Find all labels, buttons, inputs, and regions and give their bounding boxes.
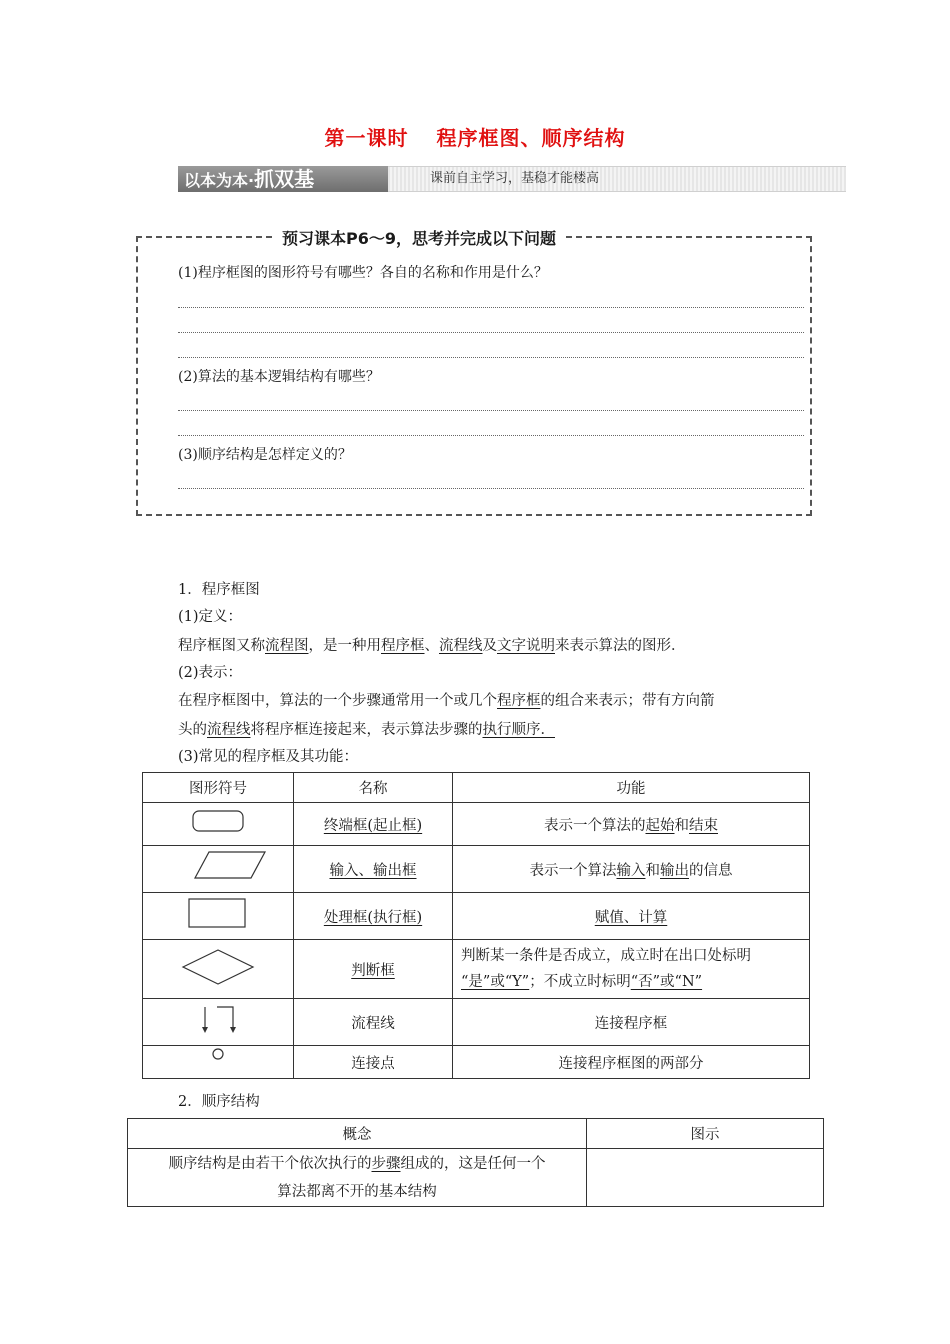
concept-text: 顺序结构是由若干个依次执行的步骤组成的，这是任何一个 算法都离不开的基本结构 xyxy=(128,1149,587,1207)
table-row xyxy=(143,1046,810,1079)
page-title xyxy=(0,122,950,151)
banner-strip xyxy=(388,166,846,192)
header-diagram: 图示 xyxy=(587,1119,824,1149)
title-part2: 程序框图、顺序结构 xyxy=(436,126,626,150)
question-1: (1)程序框图的图形符号有哪些？各自的名称和作用是什么？ xyxy=(178,265,548,281)
flowchart-symbols-table xyxy=(142,772,810,1079)
table-row xyxy=(143,846,810,893)
preview-heading: 预习课本P6～9，思考并完成以下问题 xyxy=(272,226,566,249)
io-name: 输入、输出框 xyxy=(329,862,417,879)
io-function: 表示一个算法输入和输出的信息 xyxy=(453,846,810,893)
banner-label: 以本为本·抓双基 xyxy=(178,166,388,192)
answer-line xyxy=(178,435,804,436)
representation-text-line2: 头的流程线将程序框连接起来，表示算法步骤的执行顺序． xyxy=(178,722,555,738)
common-boxes-label: (3)常见的程序框及其功能： xyxy=(178,749,359,765)
io-symbol-icon xyxy=(143,846,294,893)
connector-name: 连接点 xyxy=(294,1046,453,1079)
diagram-cell xyxy=(587,1149,824,1207)
connector-function: 连接程序框图的两部分 xyxy=(453,1046,810,1079)
table-row xyxy=(143,999,810,1046)
answer-line xyxy=(178,357,804,358)
table-row xyxy=(143,803,810,846)
representation-label: (2)表示： xyxy=(178,665,243,681)
answer-line xyxy=(178,307,804,308)
definition-text: 程序框图又称流程图，是一种用程序框、流程线及文字说明来表示算法的图形． xyxy=(178,638,686,654)
connector-symbol-icon xyxy=(143,1046,294,1079)
terminal-function: 表示一个算法的起始和结束 xyxy=(453,803,810,846)
header-function: 功能 xyxy=(453,773,810,803)
question-3: (3)顺序结构是怎样定义的？ xyxy=(178,447,352,463)
table-row xyxy=(128,1149,824,1207)
title-part1: 第一课时 xyxy=(324,126,409,150)
section-banner xyxy=(178,166,846,192)
answer-line xyxy=(178,488,804,489)
terminal-name: 终端框(起止框) xyxy=(323,817,423,834)
representation-text-line1: 在程序框图中，算法的一个步骤通常用一个或几个程序框的组合来表示；带有方向箭 xyxy=(178,693,715,709)
decision-function: 判断某一条件是否成立，成立时在出口处标明 “是”或“Y”；不成立时标明“否”或“N” xyxy=(453,940,810,999)
question-2: (2)算法的基本逻辑结构有哪些？ xyxy=(178,369,380,385)
terminal-symbol-icon xyxy=(143,803,294,846)
header-concept: 概念 xyxy=(128,1119,587,1149)
table-row xyxy=(143,940,810,999)
process-name: 处理框(执行框) xyxy=(323,909,423,926)
process-function: 赋值、计算 xyxy=(453,893,810,940)
decision-symbol-icon xyxy=(143,940,294,999)
process-symbol-icon xyxy=(143,893,294,940)
flowline-name: 流程线 xyxy=(294,999,453,1046)
table-row xyxy=(143,893,810,940)
header-symbol: 图形符号 xyxy=(143,773,294,803)
header-name: 名称 xyxy=(294,773,453,803)
answer-line xyxy=(178,332,804,333)
decision-name: 判断框 xyxy=(351,962,395,979)
definition-label: (1)定义： xyxy=(178,609,243,625)
section1-heading: 1．程序框图 xyxy=(178,582,260,598)
answer-line xyxy=(178,410,804,411)
banner-subtitle: 课前自主学习，基稳才能楼高 xyxy=(430,171,600,186)
sequential-structure-table xyxy=(127,1118,824,1207)
flowline-symbol-icon xyxy=(143,999,294,1046)
section2-heading: 2．顺序结构 xyxy=(178,1094,260,1110)
flowline-function: 连接程序框 xyxy=(453,999,810,1046)
